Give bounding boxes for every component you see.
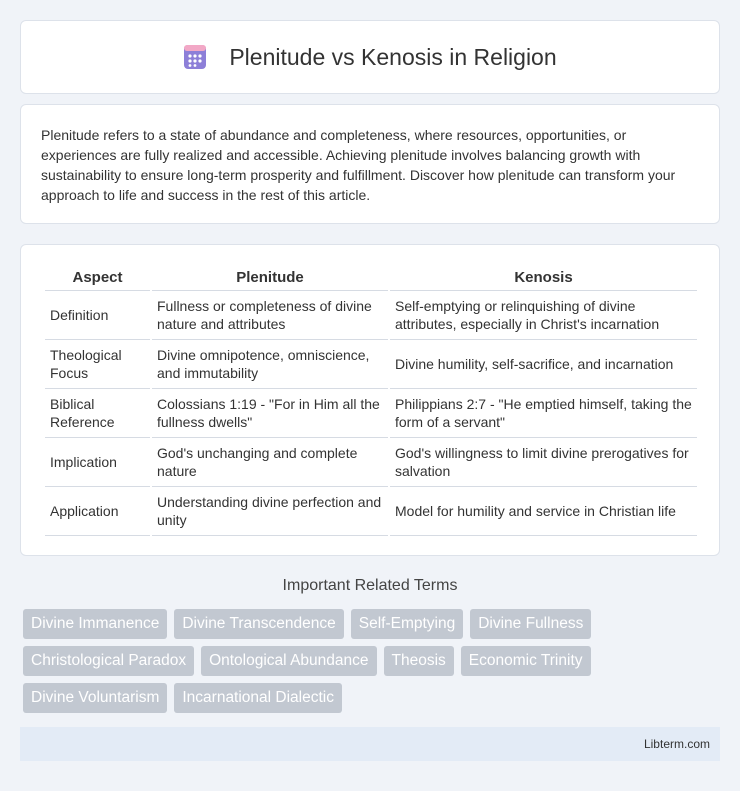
related-term-tag[interactable]: Divine Transcendence bbox=[174, 609, 343, 639]
table-cell: Definition bbox=[45, 291, 150, 340]
table-cell: Model for humility and service in Christian life bbox=[390, 487, 697, 536]
related-term-tag[interactable]: Divine Voluntarism bbox=[23, 683, 167, 713]
footer-site-link[interactable]: Libterm.com bbox=[643, 737, 710, 751]
notebook-icon bbox=[183, 44, 207, 70]
table-row bbox=[45, 438, 697, 487]
header-aspect: Aspect bbox=[45, 265, 150, 291]
related-term-tag[interactable]: Christological Paradox bbox=[23, 646, 194, 676]
related-term-tag[interactable]: Ontological Abundance bbox=[201, 646, 376, 676]
related-term-tag[interactable]: Divine Fullness bbox=[470, 609, 591, 639]
header-plenitude: Plenitude bbox=[152, 265, 388, 291]
comparison-table bbox=[43, 265, 699, 536]
related-term-tag[interactable]: Self-Emptying bbox=[351, 609, 463, 639]
table-cell: Colossians 1:19 - "For in Him all the fullness dwells" bbox=[152, 389, 388, 438]
page-title: Plenitude vs Kenosis in Religion bbox=[229, 43, 557, 70]
table-row bbox=[45, 291, 697, 340]
table-cell: Divine humility, self-sacrifice, and incarnation bbox=[390, 340, 697, 389]
table-row bbox=[45, 487, 697, 536]
table-cell: Understanding divine perfection and unity bbox=[152, 487, 388, 536]
table-cell: Theological Focus bbox=[45, 340, 150, 389]
table-cell: Implication bbox=[45, 438, 150, 487]
table-cell: Self-emptying or relinquishing of divine attributes, especially in Christ's incarnation bbox=[390, 291, 697, 340]
related-term-tag[interactable]: Economic Trinity bbox=[461, 646, 591, 676]
related-term-tag[interactable]: Divine Immanence bbox=[23, 609, 167, 639]
table-cell: God's willingness to limit divine prerogatives for salvation bbox=[390, 438, 697, 487]
table-header-row bbox=[45, 265, 697, 291]
table-row bbox=[45, 389, 697, 438]
header-card bbox=[20, 20, 720, 94]
related-term-tag[interactable]: Incarnational Dialectic bbox=[174, 683, 342, 713]
related-term-tag[interactable]: Theosis bbox=[384, 646, 454, 676]
table-cell: Divine omnipotence, omniscience, and immutability bbox=[152, 340, 388, 389]
intro-card bbox=[20, 104, 720, 224]
table-cell: Application bbox=[45, 487, 150, 536]
related-terms-list bbox=[23, 609, 723, 713]
comparison-table-card bbox=[20, 244, 720, 556]
table-cell: God's unchanging and complete nature bbox=[152, 438, 388, 487]
related-terms-title: Important Related Terms bbox=[282, 577, 458, 594]
intro-text: Plenitude refers to a state of abundance and completeness, where resources, opportunities, or experiences are fully realized and accessible. Achieving plenitude involves balancing growth with sustainability to ensure long-term prosperity and fulfillment. Discover how plenitude can transform your approach to life and success in the rest of this article. bbox=[41, 127, 676, 203]
table-row bbox=[45, 340, 697, 389]
table-cell: Fullness or completeness of divine nature and attributes bbox=[152, 291, 388, 340]
table-cell: Biblical Reference bbox=[45, 389, 150, 438]
table-cell: Philippians 2:7 - "He emptied himself, taking the form of a servant" bbox=[390, 389, 697, 438]
footer bbox=[20, 727, 720, 761]
header-kenosis: Kenosis bbox=[390, 265, 697, 291]
